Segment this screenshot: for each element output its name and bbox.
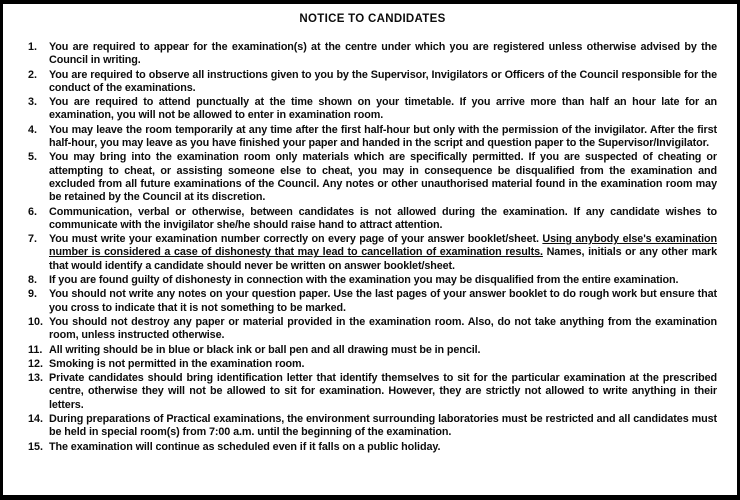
- item-number: 15.: [28, 440, 44, 453]
- notice-item: [28, 233, 717, 273]
- item-text: You are required to attend punctually at the time shown on your timetable. If you arrive more than half an hour late for an examination, you will not be allowed to enter in examination room.: [49, 96, 717, 122]
- item-number: 7.: [28, 233, 38, 246]
- item-number: 12.: [28, 357, 44, 370]
- notice-list: [28, 41, 717, 454]
- notice-item: [28, 151, 717, 204]
- page-title: NOTICE TO CANDIDATES: [299, 13, 446, 25]
- item-number: 6.: [28, 205, 38, 218]
- notice-item: [28, 206, 717, 233]
- item-number: 5.: [28, 151, 38, 164]
- notice-item: [28, 358, 717, 371]
- notice-item: [28, 96, 717, 123]
- notice-item: [28, 372, 717, 412]
- notice-item: [28, 344, 717, 357]
- item-text: Private candidates should bring identification letter that identify themselves to sit for the particular examination at the prescribed centre, otherwise they will not be allowed to sit for examination. However, they are strictly not allowed to write anything in their letters.: [49, 372, 717, 411]
- item-text-plain: Names, initials or any other mark that would identify a candidate should never be written on answer booklet/sheet.: [49, 246, 717, 272]
- item-text: You should not destroy any paper or material provided in the examination room. Also, do not take anything from the examination room, unless instructed otherwise.: [49, 315, 717, 342]
- item-text: If you are found guilty of dishonesty in connection with the examination you may be disqualified from the entire examination.: [49, 274, 679, 287]
- item-number: 13.: [28, 372, 44, 385]
- notice-item: [28, 288, 717, 315]
- item-text: You may bring into the examination room only materials which are specifically permitted. If you are suspected of cheating or attempting to cheat, or assisting someone else to cheat, you may in consequence be disqualified from the examination and excluded from all future examinations of the Council. Any notes or other unauthorised material found in the examination room may be retained by the Council at its discretion.: [49, 151, 717, 204]
- item-number: 8.: [28, 274, 38, 287]
- item-text-plain: You must write your examination number correctly on every page of your answer booklet/sheet.: [49, 233, 543, 246]
- item-text: You may leave the room temporarily at any time after the first half-hour but only with the permission of the invigilator. After the first half-hour, you may leave as you have finished your paper and handed in the script and question paper to the Supervisor/Invigilator.: [49, 123, 717, 150]
- item-text: [49, 233, 717, 273]
- notice-item: [28, 274, 717, 287]
- item-text: You are required to observe all instructions given to you by the Supervisor, Invigilators or Officers of the Council responsible for the conduct of the examinations.: [49, 68, 717, 94]
- item-text: You are required to appear for the examination(s) at the centre under which you are registered unless otherwise advised by the Council in writing.: [49, 41, 717, 67]
- item-text: During preparations of Practical examinations, the environment surrounding laboratories must be restricted and all candidates must be held in special room(s) from 7:00 a.m. until the beginning of the examination.: [49, 413, 717, 439]
- item-number: 9.: [28, 288, 38, 301]
- item-text: The examination will continue as scheduled even if it falls on a public holiday.: [49, 440, 441, 453]
- item-number: 1.: [28, 41, 38, 53]
- notice-item: [28, 413, 717, 440]
- notice-item: [28, 41, 717, 68]
- item-number: 4.: [28, 123, 38, 136]
- item-text: Smoking is not permitted in the examination room.: [49, 357, 305, 370]
- item-text: Communication, verbal or otherwise, between candidates is not allowed during the examination. If any candidate wishes to communicate with the invigilator she/he should raise hand to attract attention.: [49, 205, 717, 231]
- item-number: 14.: [28, 413, 44, 426]
- item-number: 2.: [28, 68, 38, 81]
- notice-item: [28, 441, 717, 454]
- item-number: 10.: [28, 315, 44, 328]
- notice-item: [28, 124, 717, 151]
- item-number: 3.: [28, 96, 38, 109]
- item-text: You should not write any notes on your question paper. Use the last pages of your answer booklet to do rough work but ensure that you cross to indicate that it is not something to be marked.: [49, 288, 717, 314]
- notice-item: [28, 69, 717, 96]
- item-text: All writing should be in blue or black ink or ball pen and all drawing must be in pencil.: [49, 343, 481, 356]
- item-number: 11.: [28, 343, 43, 356]
- item-text-underlined: Using anybody else's examination number is considered a case of dishonesty that may lead to cancellation of examination results.: [49, 233, 717, 259]
- notice-item: [28, 316, 717, 343]
